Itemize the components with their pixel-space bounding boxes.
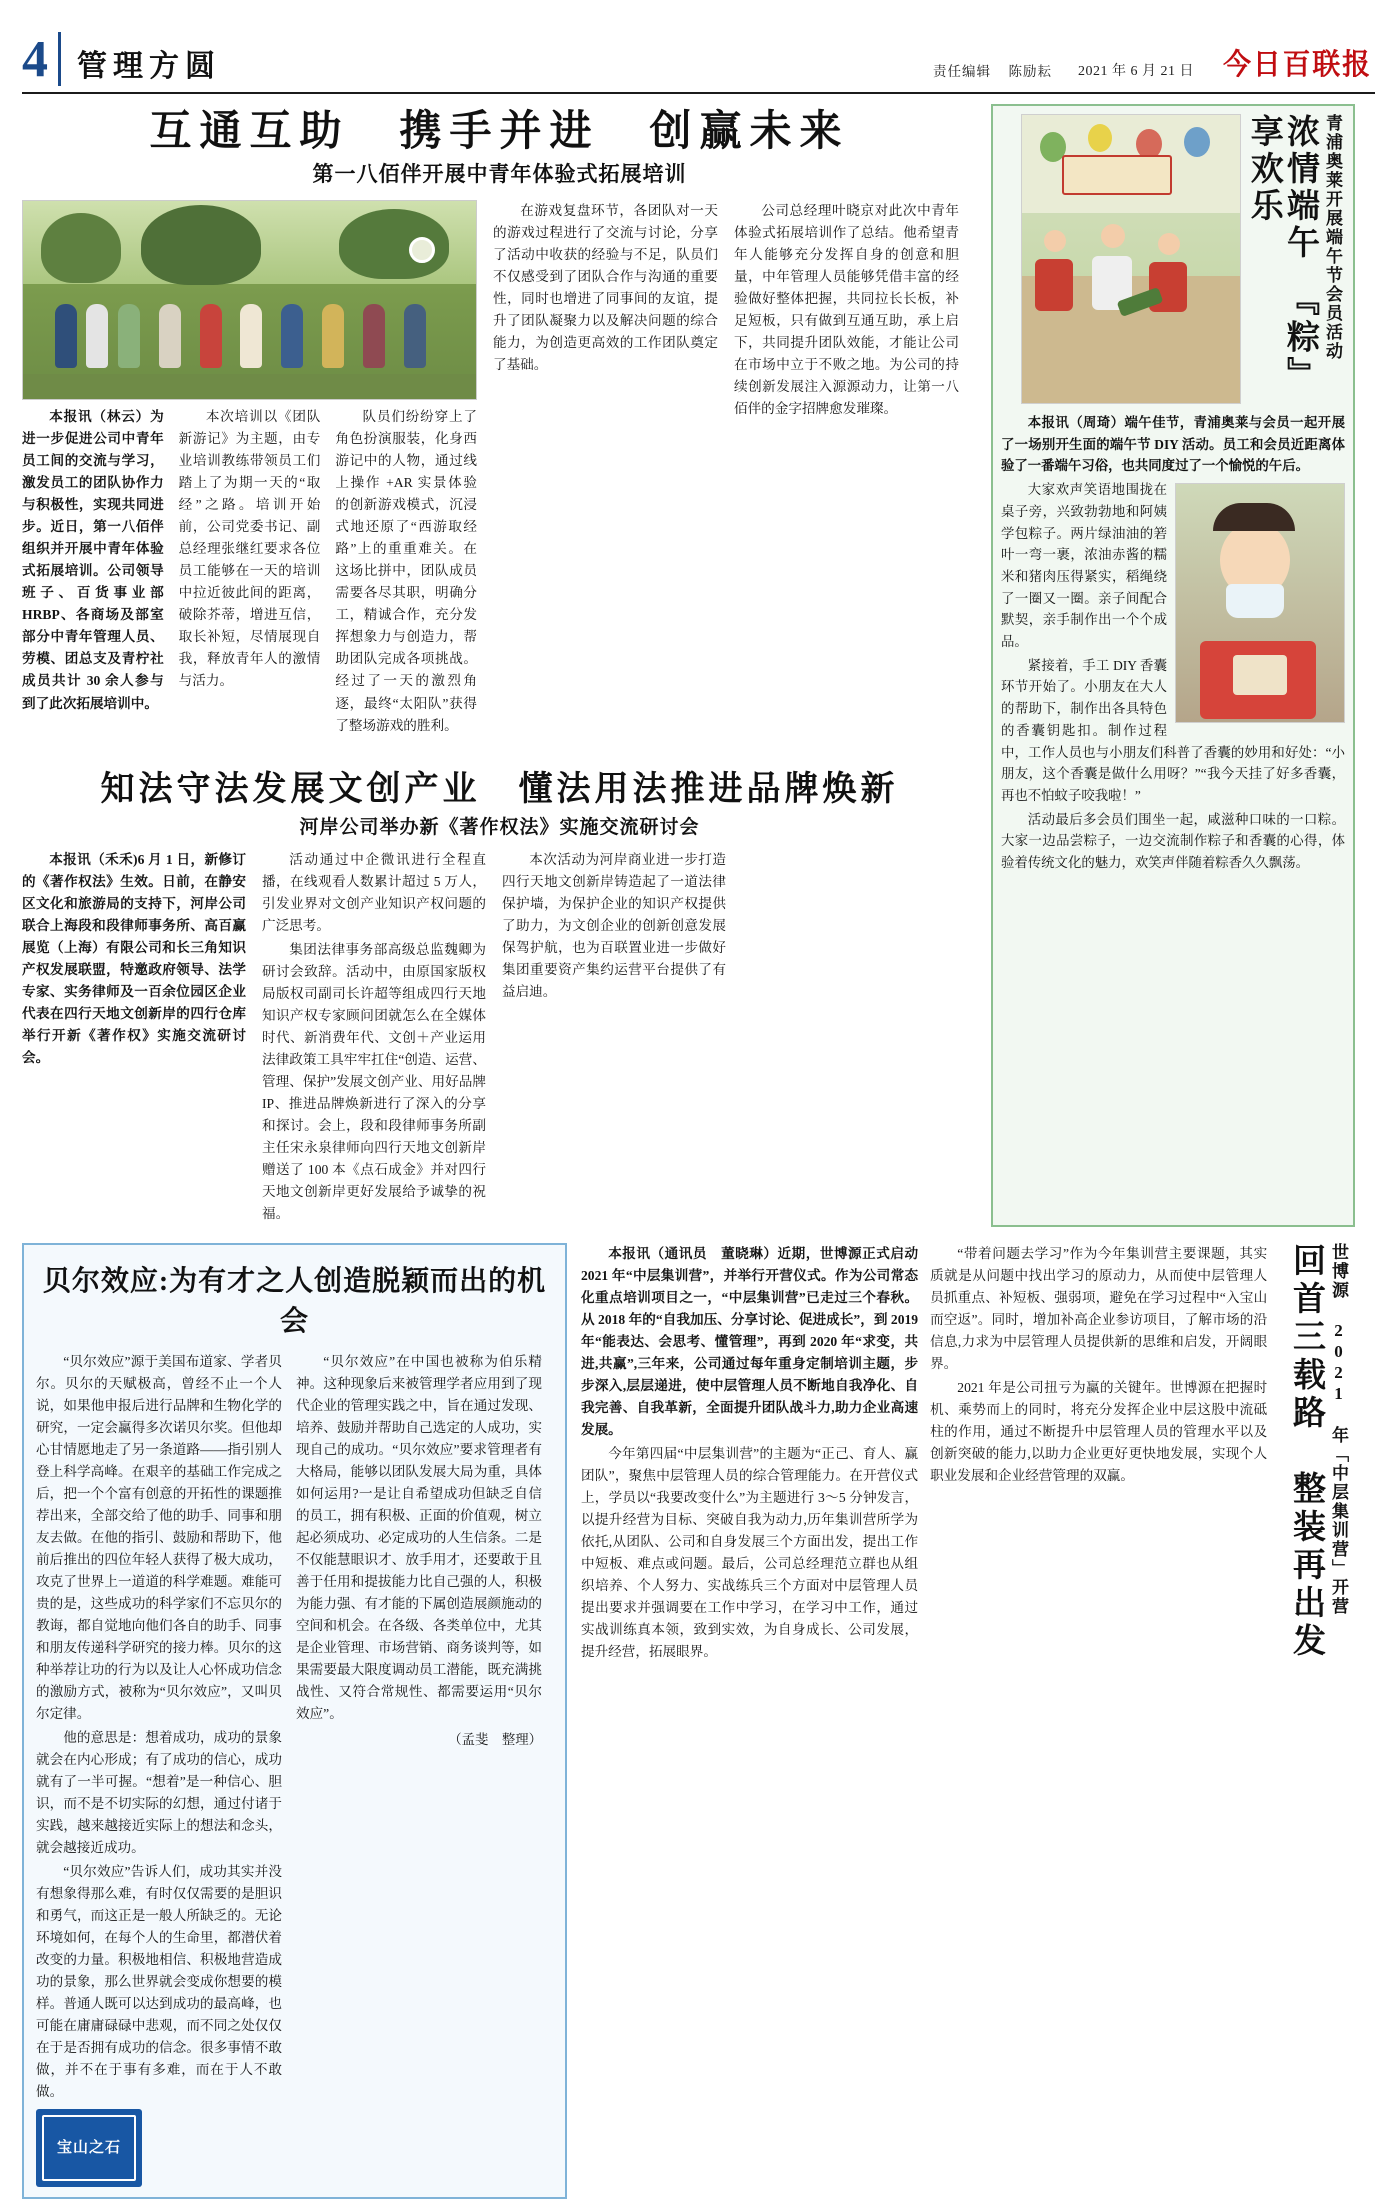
- bottom-zone: [22, 1243, 1375, 2199]
- article5-subhead: 世博源 2021 年「中层集训营」开营: [1329, 1242, 1348, 1616]
- article-bell-effect: [22, 1243, 567, 2199]
- folio-divider: [58, 32, 61, 86]
- editor-label: 责任编辑: [932, 64, 991, 79]
- article1-col4: [493, 200, 718, 738]
- article5-col1: [581, 1243, 918, 2199]
- article1-para3: 队员们纷纷穿上了角色扮演服装，化身西游记中的人物，通过线上操作 +AR 实景体验的创新游戏模式，沉浸式地还原了“西游取经路”上的重重难关。在这场比拼中，团队成员需要各尽其职，明确分工，精诚合作，充分发挥想象力与创造力，帮助团队完成各项挑战。经过了一天的激烈角逐，最终“太阳队”获得了整场游戏的胜利。: [335, 409, 478, 733]
- article3-para2: 大家欢声笑语地围拢在桌子旁，兴致勃勃地和阿姨学包粽子。两片绿油油的箬叶一弯一裹，浓油赤酱的糯米和猪肉压得紧实，稻绳绕了一圈又一圈。亲子间配合默契，亲手制作出一个个成品。: [1001, 482, 1167, 650]
- article1-headline: 互通互助 携手并进 创赢未来: [149, 109, 850, 155]
- article4-signature: （孟斐 整理）: [448, 1732, 542, 1748]
- article5-dateline: 本报讯（通讯员 董晓琳）近期，世博源正式启动 2021 年“中层集训营”，并举行开营仪式。作为公司常态化重点培训项目之一，“中层集训营”已走过三个春秋。从 2018 年的“自我加压、分享讨论、促进成长”，到 2019 年“能表达、会思考、懂管理”，再到 2020 年“求变，共进,共赢”,三年来，公司通过每年重身定制培训主题，步步深入,层层递进，使中层管理人员不断地自我净化、自我完善、自我革新，全面提升团队战斗力,助力企业高速发展。: [581, 1245, 919, 1437]
- article5-para4: 2021 年是公司扭亏为赢的关键年。世博源在把握时机、乘势而上的同时，将充分发挥企业中层这股中流砥柱的作用，通过不断提升中层管理人员的管理水平以及创新突破的能力,以助力企业更好更快地发展，实现个人职业发展和企业经营管理的双赢。: [930, 1379, 1268, 1483]
- article2-dateline: 本报讯（禾禾)6 月 1 日，新修订的《著作权法》生效。日前，在静安区文化和旅游局的支持下，河岸公司联合上海段和段律师事务所、高百赢展览（上海）有限公司和长三角知识产权发展联盟，特邀政府领导、法学专家、实务律师及一百余位园区企业代表在四行天地文创新岸的四行仓库举行开新《著作权》实施交流研讨会。: [22, 851, 246, 1065]
- article2-headline: 知法守法发展文创产业 懂法用法推进品牌焕新: [100, 770, 899, 808]
- article4-col1: [36, 1351, 282, 2188]
- article4-para3: “贝尔效应”告诉人们，成功其实并没有想象得那么难，有时仅仅需要的是胆识和勇气，而这正是一般人所缺乏的。无论环境如何，在每个人的生命里，都潜伏着改变的力量。积极地相信、积极地营造成功的景象，那么世界就会变成你想要的模样。普通人既可以达到成功的最高峰，也可能在庸庸碌碌中悲观，而不同之处仅仅在于是否拥有成功的信念。很多事情不敢做，并不在于事有多难，而在于人不敢做。: [36, 1864, 282, 2100]
- baoshan-zhishi-logo: [36, 2109, 142, 2187]
- article1-para4: 在游戏复盘环节，各团队对一天的游戏过程进行了交流与讨论，分享了活动中收获的经验与不足，队员们不仅感受到了团队合作与沟通的重要性，同时也增进了同事间的友谊，提升了团队凝聚力以及解决问题的综合能力，为创造更高效的工作团队奠定了基础。: [493, 203, 718, 373]
- article5-headline: 回首三载路 整装再出发: [1288, 1242, 1324, 1661]
- page-folio: 4: [22, 31, 48, 88]
- outdoor-team-building-photo: [22, 200, 477, 400]
- diy-zongzi-activity-photo: [1021, 114, 1241, 404]
- masthead-rule: [22, 92, 1375, 94]
- article1-col3: [335, 406, 477, 738]
- masthead: [22, 14, 1375, 86]
- newspaper-page: [0, 14, 1397, 2157]
- publication-date: 2021 年 6 月 21 日: [1077, 64, 1194, 79]
- article1-col5: [734, 200, 959, 738]
- article3-dateline: 本报讯（周琦）端午佳节，青浦奥莱与会员一起开展了一场别开生面的端午节 DIY 活动。员工和会员近距离体验了一番端午习俗，也共同度过了一个愉悦的午后。: [1001, 415, 1345, 474]
- article2-para2: 活动通过中企微讯进行全程直播，在线观看人数累计超过 5 万人，引发业界对文创产业知识产权问题的广泛思考。: [262, 851, 486, 933]
- article5-para2: 今年第四届“中层集训营”的主题为“正己、育人、赢团队”，聚焦中层管理人员的综合管理能力。在开营仪式上，学员以“我要改变什么”为主题进行 3～5 分钟发言，以提升经营为目标、突破自我为动力,历年集训营所学为依托,从团队、公司和自身发展三个方面出发，提出工作中短板、难点或问题。最后，公司总经理范立群也从组织培养、个人努力、实战练兵三个方面对中层管理人员提出要求并强调要在工作中学习，在学习中工作，通过实战训练真本领，致到实效，为自身成长、公司发展，提升经营，拓展眼界。: [581, 1445, 919, 1660]
- article2-subhead: 河岸公司举办新《著作权法》实施交流研讨会: [299, 816, 700, 838]
- article5-para3: “带着问题去学习”作为今年集训营主要课题，其实质就是从问题中找出学习的原动力，从而使中层管理人员抓重点、补短板、强弱项，避免在学习过程中“入宝山而空返”。同时，增加补高企业参访项目，了解市场的沿信息,力求为中层管理人员提供新的思维和启发，开阔眼界。: [930, 1245, 1268, 1371]
- article4-para1: “贝尔效应”源于美国布道家、学者贝尔。贝尔的天赋极高，曾经不止一个人说，如果他申报后进行品牌和生物化学的研究，一定会赢得多次诺贝尔奖。但他却心甘情愿地走了另一条道路——指引别人登上科学高峰。在艰辛的基础工作完成之后，把一个个富有创意的开拓性的课题推荐出来，全部交给了他的助手、同事和朋友去做。在他的指引、鼓励和帮助下，他前后推出的四位年轻人获得了极大成功，攻克了世界上一道道的科学难题。难能可贵的是，这些成功的科学家们不忘贝尔的教诲，都自觉地向他们各自的助手、同事和朋友传递科学研究的接力棒。贝尔的这种举荐让功的行为以及让人心怀成功信念的激励方式，被称为“贝尔效应”，又叫贝尔定律。: [36, 1353, 282, 1722]
- no-photo-sign-icon: [409, 237, 435, 263]
- article4-col2: [296, 1351, 542, 2188]
- article2-col2: [262, 849, 486, 1227]
- article3-headline: 浓情端午 『粽』享欢乐: [1245, 114, 1318, 394]
- article5-col2: [930, 1243, 1267, 2199]
- article3-para4: 活动最后多会员们围坐一起，咸滋种口味的一口粽。大家一边品尝粽子，一边交流制作粽子和香囊的心得，体验着传统文化的魅力，欢笑声伴随着粽香久久飘荡。: [1001, 811, 1345, 871]
- article-copyright-seminar: [22, 761, 977, 1227]
- paper-logo: 今日百联报: [1223, 49, 1372, 81]
- article2-para3: 集团法律事务部高级总监魏卿为研讨会致辞。活动中，由原国家版权局版权司副司长许超等组成四行天地知识产权专家顾问团就怎么在全媒体时代、新消费年代、文创＋产业运用法律政策工具牢牢扛住“创造、运营、管理、保护”发展文创产业、用好品牌 IP、推进品牌焕新进行了深入的分享和探讨。会上，段和段律师事务所副主任宋永泉律师向四行天地文创新岸赠送了 100 本《点石成金》并对四行天地文创新岸更好发展给予诚挚的祝福。: [262, 941, 486, 1221]
- article1-col2: [179, 406, 321, 738]
- article4-headline: 贝尔效应:为有才之人创造脱颖而出的机会: [42, 1265, 547, 1337]
- article1-para2: 本次培训以《团队新游记》为主题，由专业培训教练带领员工们踏上了为期一天的“取经”之路。培训开始前，公司党委书记、副总经理张继红要求各位员工能够在一天的培训中拉近彼此间的距离，破除芥蒂，增进互信，取长补短，尽情展现自我，释放青年人的激情与活力。: [178, 409, 321, 689]
- article3-vertical-titles: [1245, 114, 1345, 404]
- article1-para5: 公司总经理叶晓京对此次中青年体验式拓展培训作了总结。他希望青年人能够充分发挥自身的创意和胆量，中年管理人员能够凭借丰富的经验做好整体把握，共同拉长长板，补足短板，只有做到互通互助，承上启下，共同提升团队效能，才能让公司在市场中立于不败之地。为公司的持续创新发展注入源源动力，让第一八佰伴的金字招牌愈发璀璨。: [734, 203, 959, 417]
- editor-info: [933, 60, 1052, 80]
- article3-subhead: 青浦奥莱开展端午节会员活动: [1323, 114, 1342, 361]
- left-main-column: [22, 104, 977, 1227]
- logo-text: 宝山之石: [42, 2115, 136, 2181]
- top-zone: [22, 104, 1375, 1227]
- article2-para4: 本次活动为河岸商业进一步打造四行天地文创新岸铸造起了一道法律保护墙，为保护企业的知识产权提供了助力，为文创企业的创新创意发展保驾护航，也为百联置业进一步做好集团重要资产集约运营平台提供了有益启迪。: [502, 851, 726, 999]
- article1-dateline: 本报讯（林云）为进一步促进公司中青年员工间的交流与学习，激发员工的团队协作力与积极性，实现共同进步。近日，第一八佰伴组织并开展中青年体验式拓展培训。公司领导班子、百货事业部 HRBP、各商场及部室部分中青年管理人员、劳模、团总支及青柠社成员共计 30 余人参与到了此次拓展培训中。: [22, 409, 164, 711]
- article2-col1: [22, 849, 246, 1227]
- article2-col4: [742, 849, 966, 1227]
- masthead-meta: [933, 51, 1375, 86]
- article-team-building: [22, 108, 977, 739]
- article3-body: [1001, 412, 1345, 874]
- article-dragon-boat-festival: [991, 104, 1355, 1227]
- article1-subhead: 第一八佰伴开展中青年体验式拓展培训: [312, 162, 687, 187]
- article-middle-management-camp: [581, 1243, 1351, 2199]
- article3-para3: 紧接着，手工 DIY 香囊环节开始了。小朋友在大人的帮助下，制作出各具特色的香囊钥匙扣。制作过程中，工作人员也与小朋友们科普了香囊的妙用和好处：“小朋友，这个香囊是做什么用呀？”“我今天挂了好多香囊，再也不怕蚊子咬我啦！”: [1001, 657, 1345, 803]
- article1-col1: [22, 406, 164, 738]
- child-making-sachet-photo: [1175, 483, 1345, 723]
- page-body: [22, 104, 1375, 2199]
- article2-col3: [502, 849, 726, 1227]
- section-title: 管理方圆: [77, 50, 221, 83]
- article4-para2: 他的意思是：想着成功，成功的景象就会在内心形成；有了成功的信心，成功就有了一半可握。“想着”是一种信心、胆识，而不是不切实际的幻想，通过付诸于实践，越来越接近实际上的想法和念头，就会越接近成功。: [36, 1730, 282, 1856]
- article4-para4: “贝尔效应”在中国也被称为伯乐精神。这种现象后来被管理学者应用到了现代企业的管理实践之中，旨在通过发现、培养、鼓励并帮助自己选定的人成功，实现自己的成功。“贝尔效应”要求管理者有大格局，能够以团队发展大局为重，具体如何运用?一是让自希望成功但缺乏自信的员工，拥有积极、正面的价值观，树立起必须成功、必定成功的人生信条。二是不仅能慧眼识才、放手用才，还要敢于且善于任用和提拔能力比自己强的人，积极为能力强、有才能的下属创造展颜施动的空间和机会。在各级、各类单位中，尤其是企业管理、市场营销、商务谈判等，如果需要最大限度调动员工潜能，既充满挑战性、又符合常规性、都需要运用“贝尔效应”。: [296, 1353, 542, 1722]
- editor-name: 陈励耘: [1008, 64, 1052, 79]
- article5-vertical-titles: [1279, 1243, 1351, 2199]
